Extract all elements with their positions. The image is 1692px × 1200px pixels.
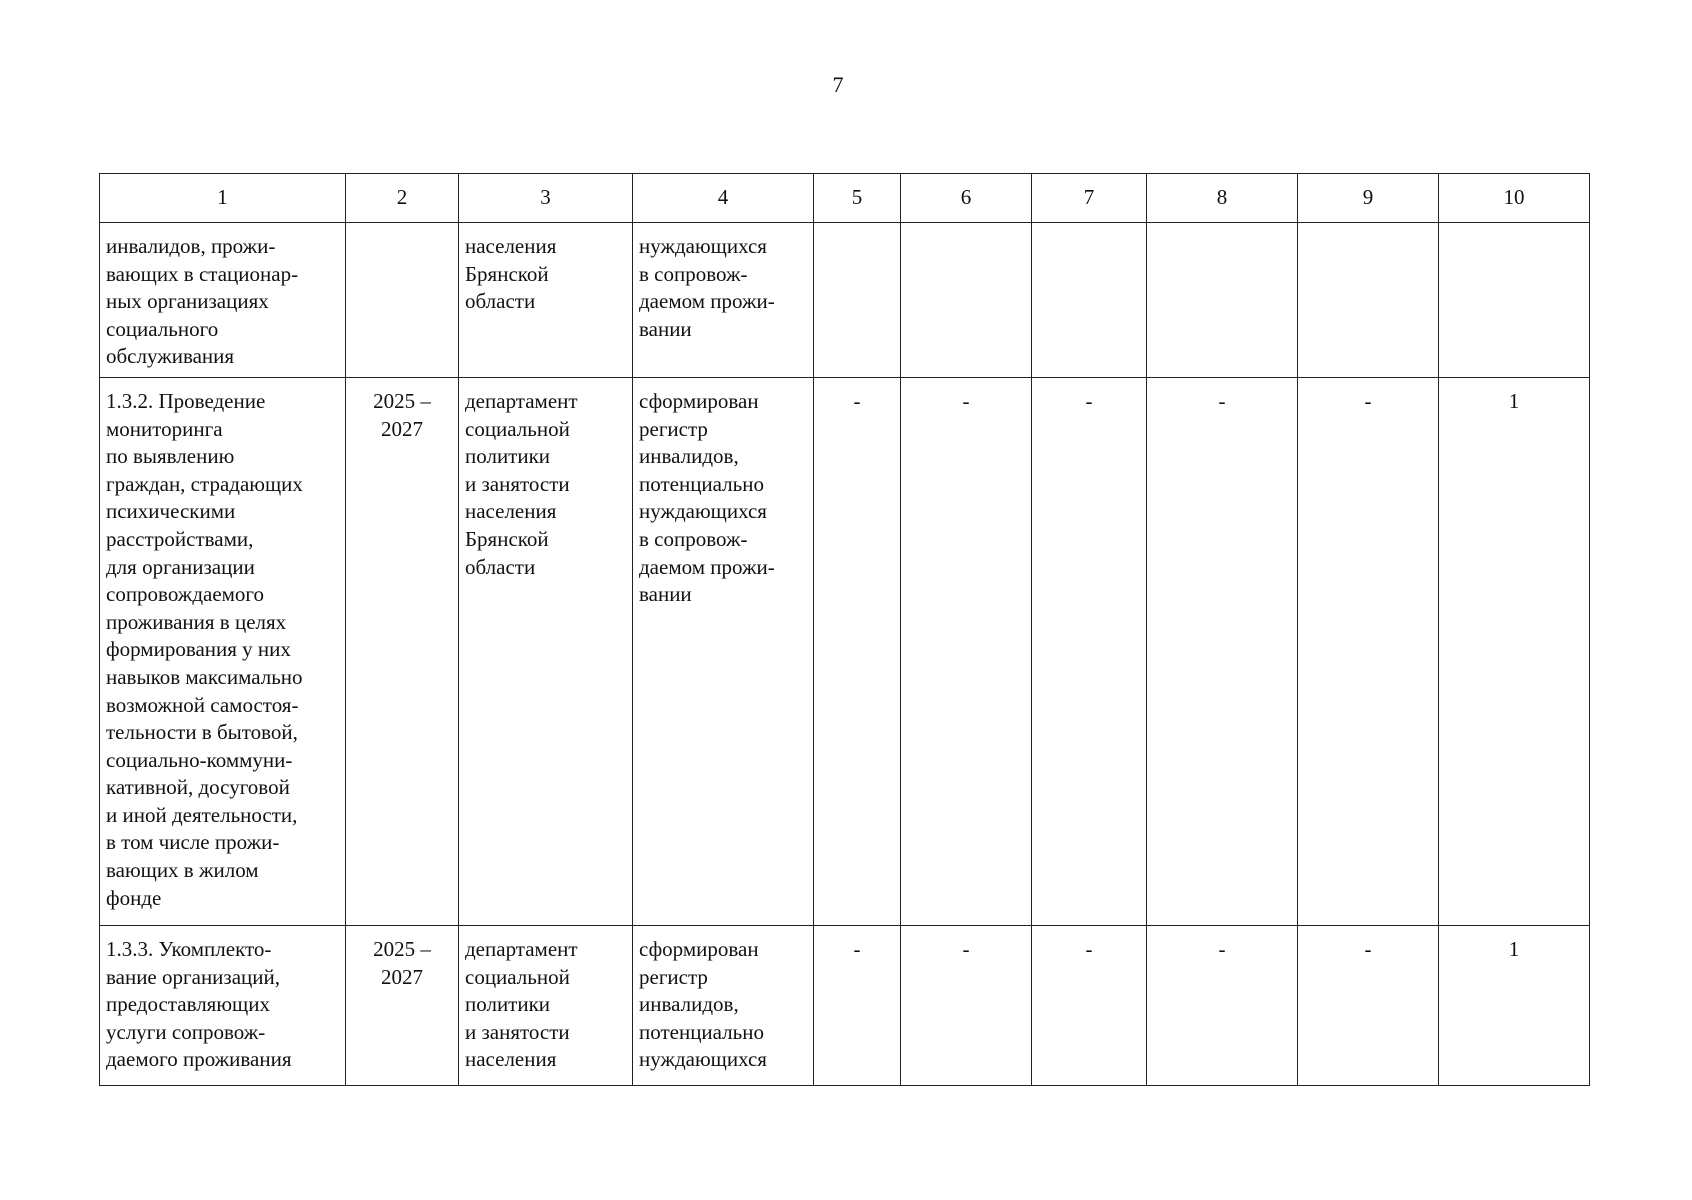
cell-line: нуждающихся (639, 1047, 767, 1072)
cell-line: регистр (639, 416, 708, 441)
header-cell: 6 (901, 174, 1032, 223)
cell-line: социально-коммуни- (106, 747, 293, 772)
cell-line: 1.3.3. Укомплекто- (106, 936, 272, 961)
table-row (100, 377, 1590, 925)
indicator-cell-7: - (1032, 925, 1147, 1085)
indicator-cell-5: - (814, 925, 901, 1085)
cell-line: инвалидов, (639, 444, 739, 469)
cell-line: 2027 (381, 416, 423, 441)
table-row (100, 223, 1590, 378)
header-cell: 5 (814, 174, 901, 223)
period-cell (346, 377, 459, 925)
header-cell: 10 (1439, 174, 1590, 223)
executor-cell (459, 223, 633, 378)
cell-line: населения (465, 1047, 557, 1072)
cell-line: в сопровож- (639, 526, 748, 551)
cell-line: Брянской (465, 526, 549, 551)
cell-line: мониторинга (106, 416, 223, 441)
period-cell (346, 223, 459, 378)
cell-line: расстройствами, (106, 526, 254, 551)
cell-line: фонде (106, 885, 162, 910)
cell-line: и занятости (465, 1019, 570, 1044)
cell-line: в сопровож- (639, 261, 748, 286)
indicator-cell-6: - (901, 925, 1032, 1085)
indicator-cell-5 (814, 223, 901, 378)
cell-line: инвалидов, прожи- (106, 234, 276, 258)
indicator-cell-5: - (814, 377, 901, 925)
cell-line: социальной (465, 964, 570, 989)
cell-line: 2025 – (373, 936, 431, 961)
cell-line: вании (639, 316, 692, 341)
table-header-row (100, 174, 1590, 223)
header-cell: 7 (1032, 174, 1147, 223)
cell-line: обслуживания (106, 344, 235, 369)
indicator-cell-7 (1032, 223, 1147, 378)
indicator-cell-8: - (1147, 377, 1298, 925)
header-cell: 2 (346, 174, 459, 223)
cell-line: сформирован (639, 388, 759, 413)
cell-line: формирования у них (106, 637, 291, 662)
cell-line: департамент (465, 936, 578, 961)
header-cell: 8 (1147, 174, 1298, 223)
result-cell (633, 377, 814, 925)
cell-line: ных организациях (106, 289, 269, 314)
indicator-cell-10 (1439, 223, 1590, 378)
cell-line: политики (465, 992, 551, 1017)
indicator-cell-10: 1 (1439, 377, 1590, 925)
cell-line: политики (465, 444, 551, 469)
period-cell (346, 925, 459, 1085)
cell-line: по выявлению (106, 444, 235, 469)
cell-line: даемого проживания (106, 1047, 292, 1072)
cell-line: области (465, 554, 536, 579)
cell-line: 2027 (381, 964, 423, 989)
indicator-cell-6 (901, 223, 1032, 378)
cell-line: Брянской (465, 261, 549, 286)
header-cell: 1 (100, 174, 346, 223)
indicator-cell-9 (1298, 223, 1439, 378)
cell-line: услуги сопровож- (106, 1019, 266, 1044)
cell-line: населения (465, 499, 557, 524)
cell-line: даемом прожи- (639, 554, 775, 579)
cell-line: 2025 – (373, 388, 431, 413)
activity-cell (100, 925, 346, 1085)
result-cell (633, 223, 814, 378)
cell-line: сформирован (639, 936, 759, 961)
cell-line: населения (465, 234, 557, 258)
cell-line: кативной, досуговой (106, 775, 290, 800)
activity-cell (100, 377, 346, 925)
cell-line: тельности в бытовой, (106, 720, 298, 745)
cell-line: нуждающихся (639, 234, 767, 258)
cell-line: потенциально (639, 471, 764, 496)
indicator-cell-8 (1147, 223, 1298, 378)
cell-line: социальной (465, 416, 570, 441)
indicator-cell-8: - (1147, 925, 1298, 1085)
indicator-cell-9: - (1298, 377, 1439, 925)
result-cell (633, 925, 814, 1085)
cell-line: психическими (106, 499, 236, 524)
plan-table (99, 173, 1590, 1086)
indicator-cell-6: - (901, 377, 1032, 925)
cell-line: проживания в целях (106, 609, 287, 634)
cell-line: вание организаций, (106, 964, 280, 989)
cell-line: регистр (639, 964, 708, 989)
cell-line: сопровождаемого (106, 582, 265, 607)
executor-cell (459, 377, 633, 925)
header-cell: 3 (459, 174, 633, 223)
cell-line: и иной деятельности, (106, 802, 298, 827)
header-cell: 9 (1298, 174, 1439, 223)
cell-line: навыков максимально (106, 664, 303, 689)
cell-line: вающих в стационар- (106, 261, 299, 286)
header-cell: 4 (633, 174, 814, 223)
cell-line: социального (106, 316, 219, 341)
cell-line: и занятости (465, 471, 570, 496)
cell-line: нуждающихся (639, 499, 767, 524)
indicator-cell-10: 1 (1439, 925, 1590, 1085)
cell-line: области (465, 289, 536, 314)
page-number: 7 (832, 72, 844, 97)
indicator-cell-9: - (1298, 925, 1439, 1085)
cell-line: департамент (465, 388, 578, 413)
cell-line: для организации (106, 554, 255, 579)
cell-line: возможной самостоя- (106, 692, 299, 717)
cell-line: инвалидов, (639, 992, 739, 1017)
table-row (100, 925, 1590, 1085)
cell-line: потенциально (639, 1019, 764, 1044)
executor-cell (459, 925, 633, 1085)
cell-line: в том числе прожи- (106, 830, 280, 855)
activity-cell (100, 223, 346, 378)
indicator-cell-7: - (1032, 377, 1147, 925)
cell-line: вающих в жилом (106, 858, 259, 883)
cell-line: даемом прожи- (639, 289, 775, 314)
cell-line: предоставляющих (106, 992, 270, 1017)
cell-line: 1.3.2. Проведение (106, 388, 266, 413)
cell-line: граждан, страдающих (106, 471, 303, 496)
cell-line: вании (639, 582, 692, 607)
